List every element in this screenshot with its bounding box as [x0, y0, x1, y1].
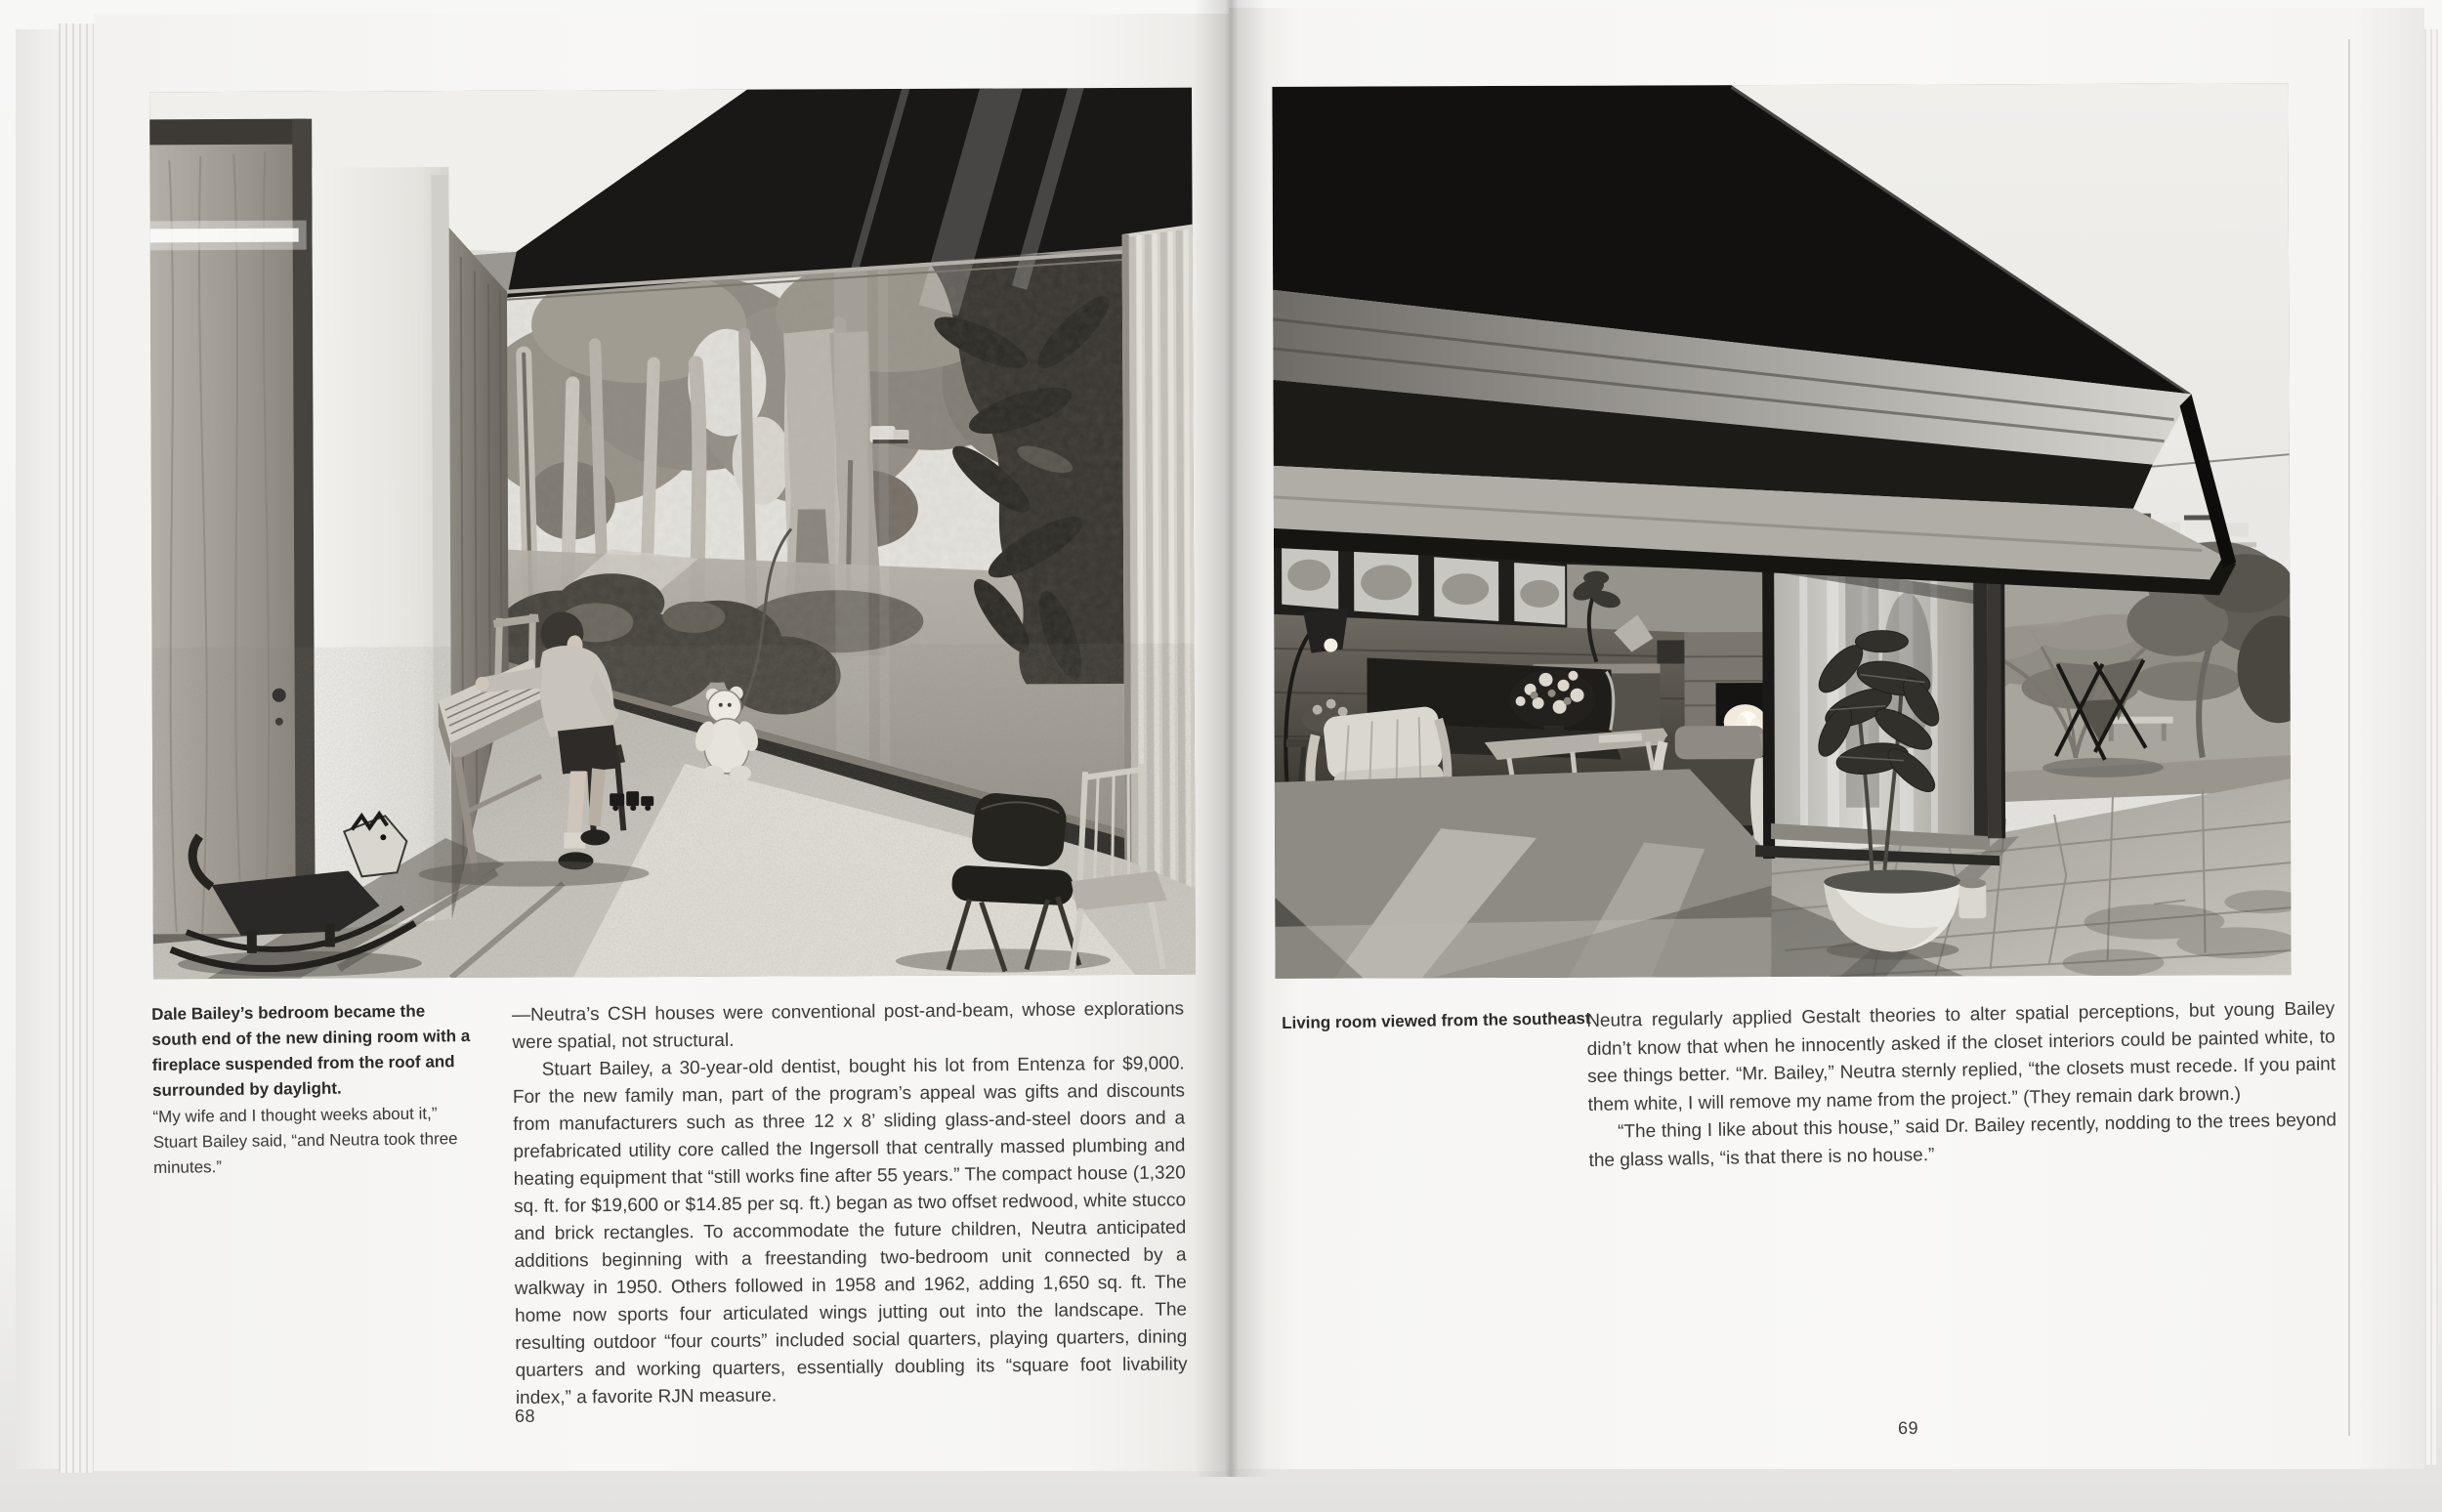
caption-bold-text: Dale Bailey’s bedroom became the south end of the new dining room with a fireplace suspended from the roof and surrounded by daylight. [151, 1001, 471, 1100]
right-photo-caption: Living room viewed from the southeast [1282, 1009, 1591, 1032]
left-photo-caption [151, 998, 476, 1181]
fore-edge-curve [2348, 39, 2350, 1436]
left-paragraph-2: Stuart Bailey, a 30-year-old dentist, bought his lot from Entenza for $9,000. For the new family man, part of the program’s appeal was gifts and discounts from manufacturers such as three 12 x 8’ sliding glass-and-steel doors and a prefabricated utility core called the Ingersoll that centrally massed plumbing and heating equipment that “still works fine after 55 years.” The compact house (1,320 sq. ft. for $19,600 or $14.85 per sq. ft.) began as two offset redwood, white stucco and brick rectangles. To accommodate the future children, Neutra anticipated additions beginning with a freestanding two-bedroom unit connected by a walkway in 1950. Others followed in 1958 and 1962, adding 1,650 sq. ft. The home now sports four articulated wings jutting out into the landscape. The resulting outdoor “four courts” included social quarters, playing quarters, dining quarters and working quarters, essentially doubling its “square foot livability index,” a favorite RJN measure. [512, 1053, 1188, 1408]
right-body-text [1586, 995, 2337, 1175]
wood-door [149, 119, 316, 945]
book-drop-shadow [29, 1457, 2421, 1496]
photo-bedroom-window [149, 88, 1196, 980]
left-body-text [512, 995, 1188, 1412]
left-paragraph-1: —Neutra’s CSH houses were conventional post-and-beam, whose explorations were spatial, not structural. [512, 998, 1185, 1053]
curtain [1122, 225, 1196, 975]
page-number-68: 68 [515, 1407, 536, 1426]
book-gutter [1194, 0, 1268, 1477]
photo-living-room-southeast [1272, 83, 2291, 979]
right-paragraph-1: Neutra regularly applied Gestalt theories to alter spatial perceptions, but young Bailey didn’t know that when he innocently asked if the closet interiors could be painted white, to see things better. “Mr. Bailey,” Neutra sternly replied, “the closets must recede. If you paint them white, I will remove my name from the project.” (They remain dark brown.) [1586, 998, 2337, 1115]
caption-quote-text: “My wife and I thought weeks about it,” Stuart Bailey said, “and Neutra took three minutes.” [152, 1104, 458, 1177]
page-stack-edges-left [59, 23, 94, 1473]
page-number-69: 69 [1897, 1417, 1919, 1439]
book-cover-edge [16, 29, 59, 1469]
page-stack-edges-right [2424, 29, 2438, 1465]
right-paragraph-2: “The thing I like about this house,” said Dr. Bailey recently, nodding to the trees beyond the glass walls, “is that there is no house.” [1588, 1110, 2337, 1171]
interior-floor [1275, 769, 1772, 979]
